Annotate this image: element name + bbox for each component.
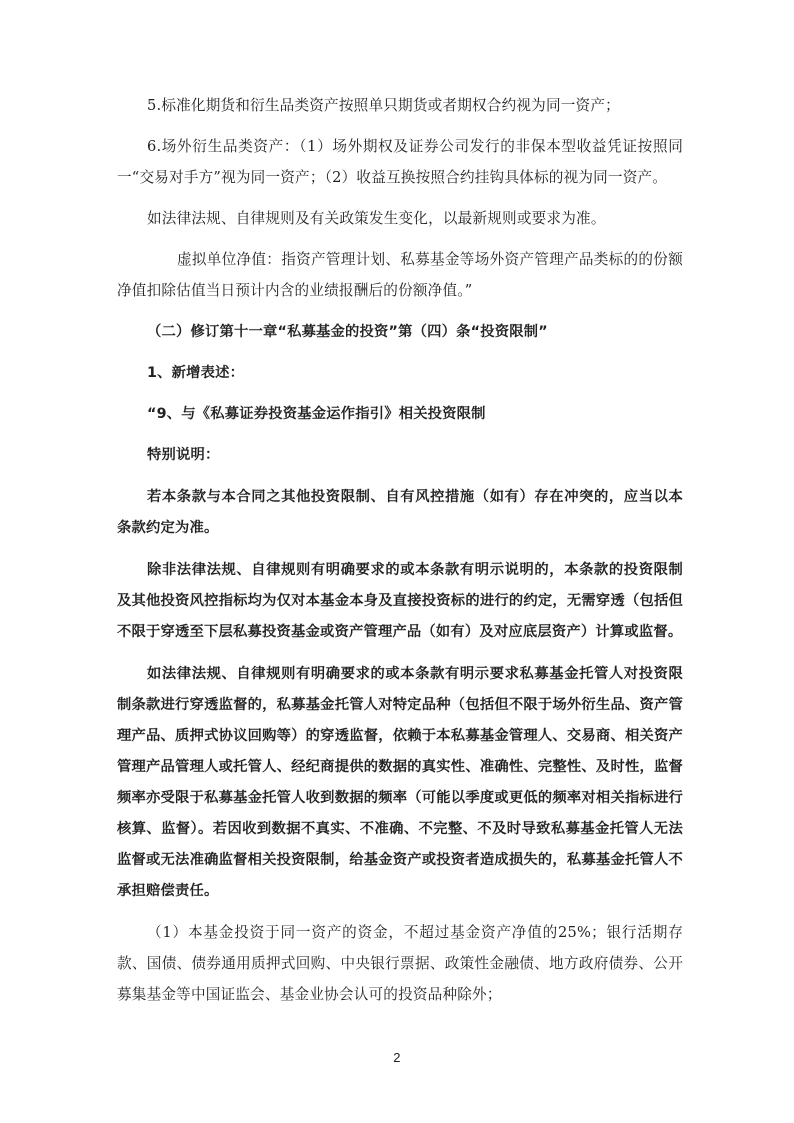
document-body (117, 90, 683, 1010)
paragraph-virtual-nav: 虚拟单位净值：指资产管理计划、私募基金等场外资产管理产品类标的的份额净值扣除估值当日预计内含的业绩报酬后的份额净值。” (117, 251, 683, 299)
clause-heading-operation-guidelines: “9、与《私募证券投资基金运作指引》相关投资限制 (147, 406, 486, 422)
paragraph-rule-change: 如法律法规、自律规则及有关政策发生变化，以最新规则或要求为准。 (147, 210, 606, 227)
paragraph-custodian-look-through: 如法律法规、自律规则有明确要求的或本条款有明示要求私募基金托管人对投资限制条款进行穿透监督的，私募基金托管人对特定品种（包括但不限于场外衍生品、资产管理产品、质押式协议回购等）的穿透监督，依赖于本私募基金管理人、交易商、相关资产管理产品管理人或托管人、经纪商提供的数据的真实性、准确性、完整性、及时性，监督频率亦受限于私募基金托管人收到数据的频率（可能以季度或更低的频率对相关指标进行核算、监督）。若因收到数据不真实、不准确、不完整、不及时导致私募基金托管人无法监督或无法准确监督相关投资限制，给基金资产或投资者造成损失的，私募基金托管人不承担赔偿责任。 (117, 666, 683, 899)
page-number: 2 (393, 1050, 401, 1065)
paragraph-conflict-priority: 若本条款与本合同之其他投资限制、自有风控措施（如有）存在冲突的，应当以本条款约定为准。 (117, 489, 683, 536)
section-heading-investment-restrictions: （二）修订第十一章“私募基金的投资”第（四）条“投资限制” (147, 324, 548, 340)
special-note-label: 特别说明： (147, 447, 220, 463)
subheading-new-wording: 1、新增表述： (147, 365, 245, 381)
paragraph-no-look-through: 除非法律法规、自律规则有明确要求的或本条款有明示说明的，本条款的投资限制及其他投资风控指标均为仅对本基金本身及直接投资标的进行的约定，无需穿透（包括但不限于穿透至下层私募投资基金或资产管理产品（如有）及对应底层资产）计算或监督。 (117, 562, 683, 640)
paragraph-otc-derivatives: 6.场外衍生品类资产：（1）场外期权及证券公司发行的非保本型收益凭证按照同一“交易对手方”视为同一资产；（2）收益互换按照合约挂钩具体标的视为同一资产。 (117, 138, 683, 186)
paragraph-standard-futures: 5.标准化期货和衍生品类资产按照单只期货或者期权合约视为同一资产； (147, 97, 620, 114)
paragraph-limit-same-asset: （1）本基金投资于同一资产的资金，不超过基金资产净值的25%；银行活期存款、国债、债券通用质押式回购、中央银行票据、政策性金融债、地方政府债券、公开募集基金等中国证监会、基金业协会认可的投资品种除外； (117, 924, 683, 1003)
